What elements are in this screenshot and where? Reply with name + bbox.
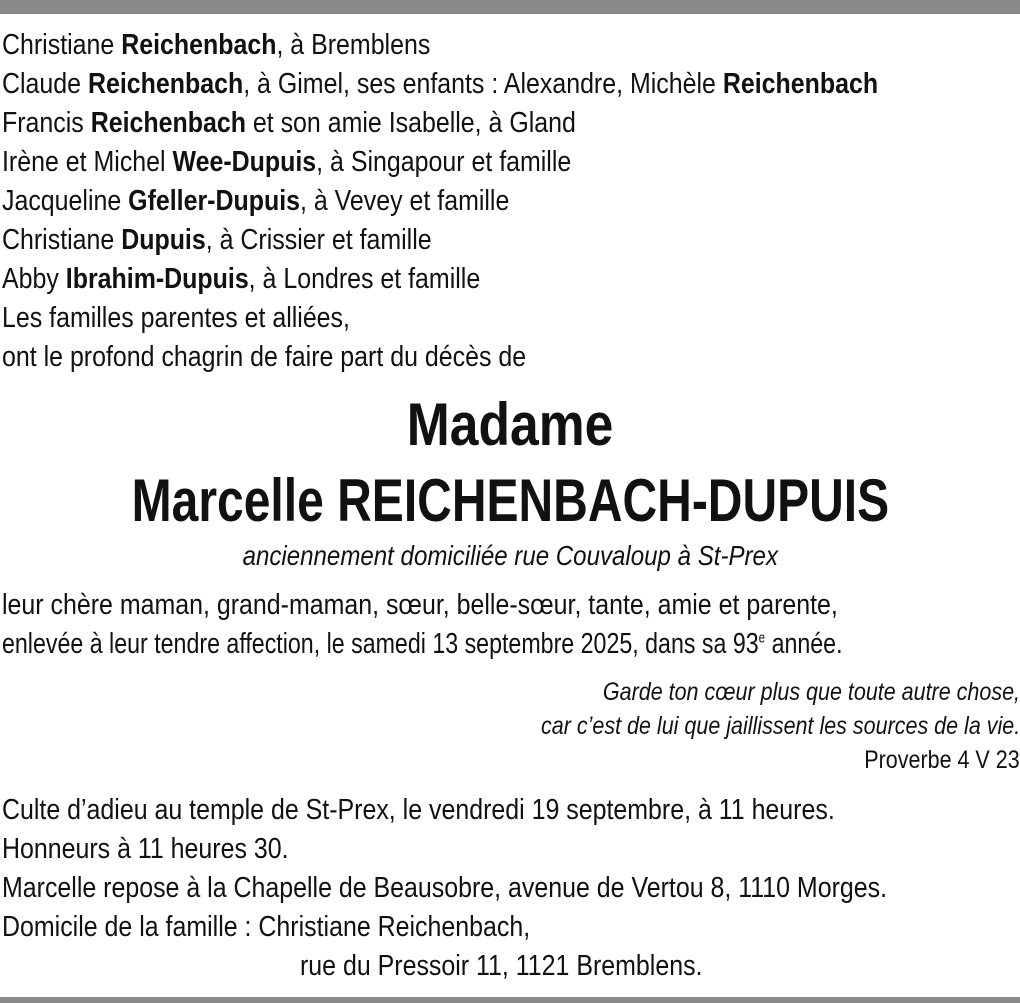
tribute-text: enlevée à leur tendre affection, le samedi 13 septembre 2025, dans sa 93	[2, 628, 759, 660]
quote-reference-text: Proverbe 4 V 23	[864, 746, 1020, 774]
former-address-text: anciennement domiciliée rue Couvaloup à St-Prex	[242, 540, 778, 571]
family-last-name: Ibrahim-Dupuis	[65, 263, 249, 295]
rests-line	[2, 869, 1020, 908]
quote-line	[0, 675, 1020, 709]
service-text: Culte d’adieu au temple de St-Prex, le vendredi 19 septembre, à 11 heures.	[2, 794, 835, 826]
honours-text: Honneurs à 11 heures 30.	[2, 833, 289, 865]
bottom-rule	[0, 997, 1020, 1003]
domicile-street-line	[300, 947, 768, 986]
family-detail: , à Gimel, ses enfants : Alexandre, Michèle	[243, 68, 723, 100]
quote-text: car c’est de lui que jaillissent les sources de la vie.	[540, 712, 1020, 740]
deceased-name-text: Marcelle REICHENBACH-DUPUIS	[131, 467, 889, 534]
honorific-title	[0, 390, 1020, 460]
family-line	[2, 182, 592, 221]
family-last-name: Dupuis	[121, 224, 206, 256]
family-detail: , à Vevey et famille	[300, 185, 510, 217]
family-first-name: Christiane	[2, 224, 122, 256]
family-line	[2, 104, 669, 143]
tribute-text: leur chère maman, grand-maman, sœur, belle-sœur, tante, amie et parente,	[2, 589, 838, 621]
family-last-name: Reichenbach	[121, 29, 277, 61]
tribute-text: année.	[765, 628, 843, 660]
family-last-name: Reichenbach	[90, 107, 246, 139]
honorific-text: Madame	[406, 391, 614, 458]
family-first-name: Claude	[2, 68, 88, 100]
family-line	[2, 65, 1020, 104]
family-last-name: Gfeller-Dupuis	[128, 185, 301, 217]
family-detail: , à Londres et famille	[248, 263, 481, 295]
allies-text: Les familles parentes et alliées,	[2, 302, 350, 334]
rests-text: Marcelle repose à la Chapelle de Beausobre, avenue de Vertou 8, 1110 Morges.	[2, 872, 888, 904]
family-detail: , à Singapour et famille	[316, 146, 572, 178]
family-detail: , à Crissier et famille	[205, 224, 432, 256]
allies-line	[2, 299, 407, 338]
family-line	[2, 143, 664, 182]
ordinal-suffix: e	[758, 630, 766, 647]
quote-text: Garde ton cœur plus que toute autre chose,	[602, 678, 1020, 706]
family-first-name: Francis	[2, 107, 91, 139]
top-rule	[0, 0, 1020, 14]
quote-reference	[0, 743, 1020, 777]
deceased-name	[0, 466, 1020, 536]
domicile-line	[2, 908, 616, 947]
family-line	[2, 26, 500, 65]
family-last-name: Reichenbach	[722, 68, 879, 100]
service-line	[2, 791, 970, 830]
family-line	[2, 221, 502, 260]
family-line	[2, 260, 558, 299]
honours-line	[2, 830, 335, 869]
family-last-name: Wee-Dupuis	[172, 146, 317, 178]
tribute-line	[2, 586, 974, 625]
domicile-street-text: rue du Pressoir 11, 1121 Bremblens.	[300, 950, 703, 982]
family-first-name: Abby	[2, 263, 66, 295]
quote-line	[0, 709, 1020, 743]
domicile-text: Domicile de la famille : Christiane Reichenbach,	[2, 911, 531, 943]
tribute-line	[2, 625, 1020, 664]
announcement-line	[2, 338, 611, 377]
announcement-text: ont le profond chagrin de faire part du décès de	[2, 341, 527, 373]
family-last-name: Reichenbach	[87, 68, 244, 100]
former-address	[0, 537, 1020, 575]
family-first-name: Jacqueline	[2, 185, 129, 217]
family-detail: , à Bremblens	[276, 29, 431, 61]
family-detail: et son amie Isabelle, à Gland	[245, 107, 576, 139]
family-first-name: Irène et Michel	[2, 146, 173, 178]
family-first-name: Christiane	[2, 29, 122, 61]
